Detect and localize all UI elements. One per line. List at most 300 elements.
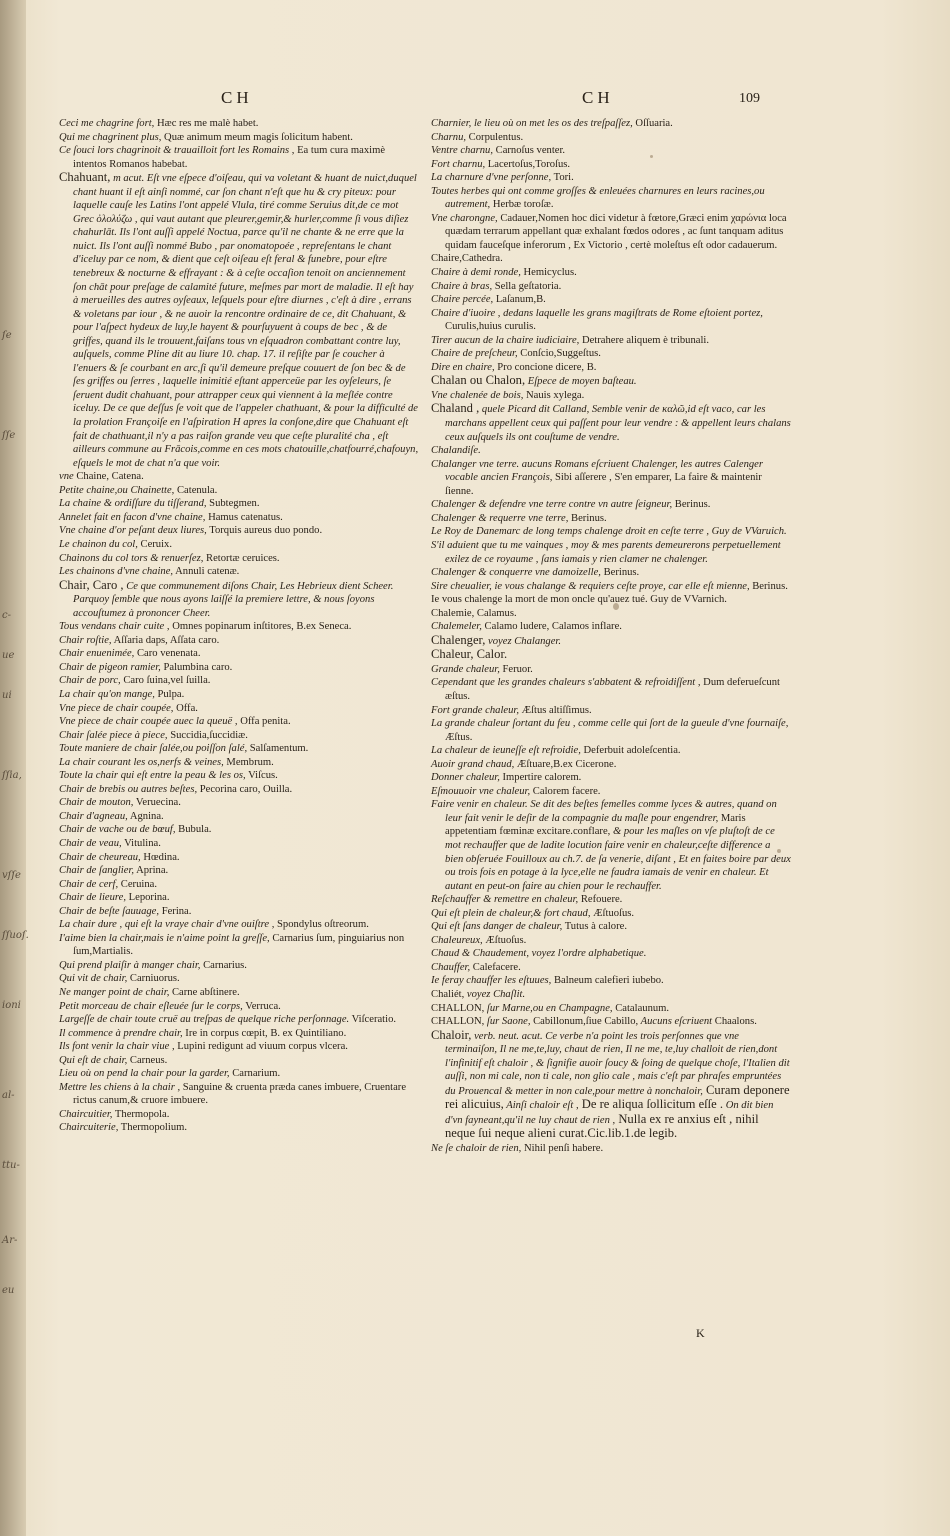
dictionary-entry [59,864,419,878]
right-column [431,117,791,1156]
entry-french-text: ſur Saone, [484,1016,531,1028]
entry-latin-text: Ie vous chalenge la mort de mon oncle qu'auez tué. Guy de VVarnich. [431,594,727,606]
entry-latin-text: Succidia,ſuccidiæ. [167,729,248,741]
dictionary-entry [431,334,791,348]
dictionary-entry [59,470,419,484]
entry-latin-text: Chaliét, [431,989,465,1000]
entry-french-text: Chalanger vne terre. aucuns Romans eſcriuent Chalenger, les autres Calenger vocable ancien François, [431,458,763,484]
entry-french-text: Chair ſalée piece à piece, [59,729,168,741]
entry-latin-text: Æſtuare,B.ex Cicerone. [514,758,617,770]
entry-french-text: Chair roſtie, [59,634,112,646]
entry-latin-text: Carnarium. [229,1068,281,1080]
entry-latin-text: Impertire calorem. [499,772,582,784]
entry-latin-text: Sella geſtatoria. [492,280,562,292]
entry-latin-text: Aſſaria daps, Aſſata caro. [111,634,220,646]
dictionary-entry [59,1027,419,1041]
ink-stain [777,849,781,853]
entry-french-text: Fort grande chaleur, [431,704,519,716]
ink-stain [650,155,653,158]
entry-french-text: Ce ſouci lors chagrinoit & trauailloit fort les Romains [59,145,290,157]
dictionary-entry [431,1002,791,1016]
entry-french-text: Ie feray chauffer les eſtuues, [431,975,552,987]
dictionary-entry [431,1142,791,1156]
dictionary-entry [59,878,419,892]
entry-latin-text: Chaloir, [431,1027,472,1042]
dictionary-entry [59,117,419,131]
dictionary-entry [431,171,791,185]
dictionary-entry [431,648,791,663]
margin-fragment: al- [2,1090,15,1101]
dictionary-entry [431,947,791,961]
entry-latin-text: Omnes popinarum inſtitores, B.ex Seneca. [169,621,352,633]
dictionary-entry [59,810,419,824]
dictionary-entry [431,293,791,307]
entry-french-text: La charnure d'vne perſonne, [431,172,552,184]
dictionary-entry [431,131,791,145]
entry-latin-text: Nauis xylega. [523,389,585,401]
dictionary-entry [431,512,791,526]
entry-latin-text: Tori. [551,172,574,184]
dictionary-entry [59,497,419,511]
dictionary-entry [59,729,419,743]
catchword: K [696,1326,705,1340]
entry-french-text: Lieu où on pend la chair pour la garder, [59,1068,230,1080]
entry-latin-text: Carne abſtinere. [169,987,240,998]
entry-latin-text: Ceruix. [137,538,172,550]
entry-latin-text: De re aliqua ſollicitum eſſe . [578,1097,724,1112]
entry-latin-text: Chaland , [431,401,480,416]
entry-french-text: Chauffer, [431,961,471,973]
entry-french-text: Chainons du col tors & renuerſez, [59,552,204,564]
dictionary-entry [59,1108,419,1122]
entry-latin-text: Aprina. [134,865,169,877]
dictionary-entry [59,715,419,729]
dictionary-entry [431,798,791,893]
entry-french-text: S'il aduient que tu me vainques , moy & mes parents demeurerons perpetuellement exilez de ce royaume , ſans iamais y rien clamer ne chalenger. [431,539,781,565]
entry-french-text: Faire venir en chaleur. Se dit des beſtes femelles comme lyces & autres, quand on leur fait venir le deſir de la compagnie du maſle pour engendrer, [431,799,777,824]
margin-fragment: ui [2,690,12,701]
entry-french-text: Fort charnu, [431,158,486,170]
entry-french-text: voyez Chaſlit. [464,989,526,1000]
dictionary-entry [431,374,791,389]
entry-latin-text: Æſtus. [445,731,473,743]
entry-latin-text: Calorem facere. [530,785,601,797]
entry-latin-text: Vitulina. [121,837,161,849]
dictionary-entry [59,524,419,538]
entry-latin-text: Viſcus. [245,770,278,782]
entry-latin-text: Cabillonum,ſiue Cabillo, [530,1016,639,1028]
margin-fragment: ſſuoſ. [2,930,29,941]
entry-latin-text: Refouere. [578,894,623,906]
dictionary-entry [431,934,791,948]
dictionary-entry [431,117,791,131]
entry-latin-text: Palumbina caro. [160,661,233,673]
entry-latin-text: Chalan ou Chalon, [431,373,526,388]
entry-latin-text: Caro venenata. [134,648,201,660]
entry-latin-text: Carnarius. [200,959,247,971]
entry-french-text: Qui me chagrinent plus [59,131,159,143]
entry-french-text: Le chainon du col, [59,538,138,550]
dictionary-entry [59,552,419,566]
entry-latin-text: Thermopolium. [118,1122,188,1134]
entry-french-text: Chair enuenimée, [59,648,135,660]
entry-french-text: Vne charongne, [431,212,498,224]
entry-french-text: Reſchauffer & remettre en chaleur, [431,894,579,906]
dictionary-entry [59,823,419,837]
running-head-left: CH [221,88,253,107]
entry-french-text: Chaircuitier, [59,1108,113,1120]
entry-latin-text: Berinus. [672,499,711,511]
entry-french-text: Tous vendans chair cuite , [59,621,170,633]
margin-fragment: eu [2,1285,15,1296]
entry-latin-text: Ferina. [159,905,192,917]
running-head-right: CH [582,88,614,107]
entry-french-text: Chair de brebis ou autres beſtes, [59,783,198,795]
entry-latin-text: Agnina. [127,810,164,822]
entry-latin-text: Nulla ex re anxius eſt , nihil neque ſui neque alieni curat.Cic.lib.1.de legib. [445,1111,759,1141]
entry-latin-text: Chaleur, Calor. [431,647,508,662]
dictionary-entry [431,458,791,499]
entry-latin-text: Chaire,Cathedra. [431,253,503,265]
entry-latin-text: Hæc res me malè habet. [154,118,259,129]
entry-latin-text: Æſtus altiſſimus. [518,704,592,716]
entry-french-text: Chair de vache ou de bœuf, [59,824,176,836]
entry-latin-text: Curulis,huius curulis. [445,321,536,333]
entry-latin-text: Detrahere aliquem è tribunali. [579,334,710,346]
entry-latin-text: Ceruina. [118,878,157,890]
entry-french-text: Chair de lieure, [59,892,126,904]
dictionary-entry [59,769,419,783]
entry-french-text: La grande chaleur ſortant du feu , comme celle qui ſort de la gueule d'vne fournaiſe, [431,718,789,730]
entry-latin-text: Membrum. [223,756,274,768]
entry-french-text: Chair de veau, [59,837,122,849]
entry-french-text: Chair de porc, [59,675,121,687]
entry-latin-text: Pro concione dicere, B. [494,361,597,373]
entry-french-text: Les chainons d'vne chaine, [59,566,174,578]
dictionary-entry [59,661,419,675]
dictionary-entry [59,702,419,716]
entry-latin-text: Leporina. [126,892,170,904]
dictionary-entry [431,444,791,458]
entry-french-text: Vne piece de chair coupée auec la queuë , [59,716,238,728]
dictionary-entry [59,972,419,986]
dictionary-entry [431,620,791,634]
entry-french-text: Chair de beſte ſauuage, [59,905,160,917]
entry-french-text: Vne chalenée de bois, [431,389,524,401]
entry-latin-text: Veruecina. [133,797,181,809]
entry-french-text: Chaleureux, [431,934,483,946]
dictionary-entry [431,402,791,444]
dictionary-entry [59,783,419,797]
entry-french-text: Qui eſt plein de chaleur,& fort chaud, [431,907,591,919]
dictionary-entry [431,1029,791,1142]
entry-french-text: Il commence à prendre chair, [59,1027,183,1039]
entry-french-text: Ne manger point de chair, [59,987,170,998]
entry-french-text: Petit morceau de chair eſleuée ſur le corps, [59,1000,243,1012]
entry-french-text: Chalenger & requerre vne terre, [431,512,569,524]
dictionary-entry [431,744,791,758]
entry-latin-text: Cadauer,Nomen hoc dici videtur à fœtore,Græci enim χαρώνια loca quædam terrarum appellant quæ exhalant fœdos odores , ac ſunt tanquam aditus quidam fauceſque inferorum , Ex Victorio , certè moleſtus eſt odor cadauerum. [445,212,787,251]
dictionary-entry [431,607,791,621]
entry-latin-text: Tutus à calore. [562,921,627,933]
dictionary-entry [431,988,791,1002]
entry-latin-text: , Ea tum cura maximè intentos Romanos habebat. [73,145,386,170]
entry-french-text: Largeſſe de chair toute cruë au treſpas de quelque riche perſonnage. [59,1014,350,1026]
entry-latin-text: Lupini redigunt ad viuum corpus vlcera. [174,1041,348,1053]
entry-french-text: La chair courant les os,nerfs & veines, [59,756,224,768]
dictionary-entry [59,579,419,621]
entry-french-text: voyez Chalanger. [485,635,562,647]
dictionary-entry [431,771,791,785]
entry-french-text: Ce que communement diſons Chair, Les Hebrieux dient Scheer. Parquoy ſemble que nous ayons laiſſé la premiere lettre, & nous ſoyons accouſtumez à prononcer Cheer. [73,580,394,619]
dictionary-entry [431,566,791,580]
entry-french-text: Cependant que les grandes chaleurs s'abbatent & refroidiſſent , [431,677,701,689]
entry-latin-text: Retortæ ceruices. [203,552,280,564]
entry-latin-text: Laſanum,B. [493,294,546,306]
entry-french-text: Ne ſe chaloir de rien, [431,1143,522,1155]
margin-fragment: ue [2,650,15,661]
entry-french-text: Dire en chaire, [431,361,495,373]
entry-french-text: Chair de mouton, [59,797,134,809]
entry-french-text: Toute maniere de chair ſalée,ou poiſſon ſalé, [59,743,248,755]
entry-latin-text: Viſceratio. [349,1014,397,1026]
dictionary-entry [431,961,791,975]
dictionary-entry [431,593,791,607]
dictionary-entry [59,144,419,171]
entry-french-text: Charnu, [431,131,467,143]
entry-french-text: m acut. Eſt vne eſpece d'oiſeau, qui va voletant & huant de nuict,duquel chant huant il eſt ainſi nommé, car ſon chant n'eſt que hu & cry piteux: pour laquelle cauſe les Latins l'ont appelé Vlula, tiré comme Seruius dit,de ce mot Grec ὀλολύζω , qui vaut autant que pleurer,gemir,& hurler,comme ſi vous diſiez chahurlāt. Ils l'ont auſſi appelé Noctua, parce qu'il ne chante & ne erre que la nuict. Ils l'ont auſſi nommé Bubo , par onomatopoée , repreſentans le chant d'iceluy par ce nom, & dient que ceſt oiſeau eſt feral & funebre, pour eſtre tenebreux & nocturne & effrayant : & à ceſte occaſion tenoit on anciennement ſon chāt pour preſage de calamité future, meſmes par mort de maladie. Il eſt hay à merueilles des autres oyſeaux, leſquels pour eſtre diurnes , c'eſt à dire , errans & voletans par iour , & ne auoir la rencontre ordinaire de ce, dit Chahuant, & pour l'aſpect hydeux de luy,le hayent & pourſuyuent à coups de bec , & de griffes, quand ils le trouuent,faiſans tous vn eſquadron combattant contre luy, auſquels, comme Pline dit au liure 10. chap. 17. il reſiſte par ſe coucher à l'enuers & ſe courbant en arc,ſi qu'il demeure preſque couuert de ſon bec & de ſes griffes ou ſerres , laquelle inimitié eſtant apperceüe par les oyſeleurs, ſe ſeruent dudit chahuant, pour attrapper ceux qui viennent à la meſlée contre iceluy. De ce que deſſus ſe voit que de l'appeler chathuant, & pour la difficulté de la prolation Françoiſe en l'aſpiration H apres la conſone,dire que Chahuant eſt fait de chathuant,il n'y a pas raiſon grande veu que ceſte pluralité cha , eſt ailleurs commune au Frācois,comme en ces mots chatouille,chatfourré,chafouyn, eſquels le mot de chat n'a que voir. [73,173,419,469]
entry-latin-text: Calamo ludere, Calamos inflare. [481,621,622,633]
entry-french-text: Chaire d'iuoire , dedans laquelle les grans magiſtrats de Rome eſtoient portez, [431,307,763,319]
margin-fragment: ttu- [2,1160,20,1171]
left-column [59,117,419,1135]
dictionary-entry [59,891,419,905]
entry-french-text: verb. neut. acut. Ce verbe n'a point les trois perſonnes que vne terminaiſon, Il ne me,te,luy, chaut de rien, Il ne me, te,luy challoit de rien,dont l'infinitif eſt chaloir , & ſignifie auoir ſoucy & ſoing de quelque choſe, l'Italien dit auſſi, non mi cale, non ti cale, non glio cale , mais c'eſt par phraſes empruntées du Prouencal & metter in non cale,pour mettre à nonchaloir, [445,1030,790,1097]
dictionary-entry [59,756,419,770]
entry-latin-text: Chaalons. [712,1016,757,1028]
entry-latin-text: Carnoſus venter. [492,145,566,157]
entry-french-text: La chaleur de ieuneſſe eſt refroidie, [431,745,581,757]
entry-latin-text: Sibi aſſerere , S'en emparer, La faire & maintenir ſienne. [445,472,762,497]
dictionary-entry [431,907,791,921]
entry-french-text: ſur Marne,ou en Champagne, [484,1002,613,1014]
entry-latin-text: Carneus. [127,1054,168,1066]
dictionary-entry [59,131,419,145]
dictionary-entry [431,212,791,253]
entry-latin-text: , Quæ animum meum magis ſolicitum habent. [158,131,353,143]
entry-french-text: Chalandiſe. [431,445,481,457]
entry-latin-text: Spondylus oſtreorum. [274,919,369,931]
entry-latin-text: Chair, Caro , [59,577,124,592]
margin-fragment: Ar- [2,1235,18,1246]
entry-french-text: Toute la chair qui eſt entre la peau & les os, [59,770,246,782]
entry-french-text: Eſmouuoir vne chaleur, [431,785,531,797]
entry-french-text: Chair de cheureau, [59,851,141,863]
dictionary-entry [59,986,419,1000]
dictionary-entry [59,688,419,702]
dictionary-entry [431,185,791,212]
ink-stain [613,603,619,610]
entry-latin-text: Catenula. [174,484,218,496]
entry-latin-text: Balneum calefieri iubebo. [551,975,664,987]
entry-french-text: & pour les maſles on vſe pluſtoſt de ce mot rechauffer que de ladite locution faire venir en chaleur,ceſte difference a bien obſeruée Fouilloux au ch.7. de ſa venerie, diſant , Et en faites boire par deux ou trois fois en potage à la lyce,elle ne faudra iamais de venir en chaleur. Et autant en peut-on faire au chien pour le rechauffer. [445,826,791,892]
entry-french-text: Qui eſt ſans danger de chaleur, [431,921,563,933]
entry-french-text: Ceci me chagrine fort, [59,118,155,129]
dictionary-entry [59,538,419,552]
dictionary-entry [59,511,419,525]
entry-french-text: Eſpece de moyen baſteau. [525,376,637,388]
entry-french-text: Chaire à bras, [431,280,493,292]
entry-latin-text: Hœdina. [140,851,180,863]
entry-french-text: Petite chaine,ou Chainette, [59,484,175,496]
entry-french-text: Le Roy de Danemarc de long temps chalenge droit en ceſte terre , Guy de VVaruich. [431,526,787,538]
dictionary-entry [59,620,419,634]
dictionary-entry [59,837,419,851]
entry-french-text: Ventre charnu, [431,145,493,157]
entry-french-text: Chalenger & conquerre vne damoizelle, [431,567,601,579]
entry-latin-text: Lacertoſus,Toroſus. [485,158,571,170]
entry-french-text: Chaire percée, [431,294,494,306]
entry-latin-text: Herbæ toroſæ. [490,199,554,211]
entry-french-text: Aucuns eſcriuent [638,1016,713,1028]
entry-latin-text: Corpulentus. [466,131,524,143]
entry-latin-text: Feruor. [499,663,533,675]
dictionary-entry [59,1067,419,1081]
entry-french-text: Vne piece de chair coupée, [59,702,174,714]
entry-latin-text: Thermopola. [112,1108,170,1120]
dictionary-entry [431,252,791,266]
entry-french-text: Sire cheualier, ie vous chalange & requiers ceſte proye, car elle eſt mienne, [431,580,750,592]
entry-latin-text: Berinus. [600,567,640,579]
entry-latin-text: Æſtuoſus. [590,907,635,919]
dictionary-entry [431,498,791,512]
dictionary-entry [59,674,419,688]
dictionary-entry [59,796,419,810]
entry-latin-text: Salſamentum. [247,743,309,755]
dictionary-entry [59,742,419,756]
entry-french-text: Ils font venir la chair viue , [59,1041,175,1053]
entry-french-text: Ainſi chaloir eſt , [503,1100,579,1112]
dictionary-entry [431,158,791,172]
dictionary-entry [431,361,791,375]
entry-french-text: Chaud & Chaudement, voyez l'ordre alphabetique. [431,948,647,960]
dictionary-entry [59,1013,419,1027]
dictionary-entry [59,484,419,498]
entry-latin-text: Nihil penſi habere. [521,1143,604,1155]
entry-french-text: I'aime bien la chair,mais ie n'aime point la greſſe, [59,932,270,944]
dictionary-entry [59,918,419,932]
entry-latin-text: Offa. [173,702,198,714]
entry-latin-text: Torquis aureus duo pondo. [206,525,323,537]
entry-latin-text: Curam deponere rei alicuius, [445,1082,790,1112]
dictionary-entry [431,1015,791,1029]
dictionary-entry [59,1000,419,1014]
entry-latin-text: Æſtuoſus. [482,934,527,946]
entry-latin-text: Annuli catenæ. [173,566,240,578]
entry-latin-text: Berinus. [568,512,607,524]
entry-latin-text: Verruca. [242,1000,281,1012]
entry-french-text: Toutes herbes qui ont comme groſſes & enleuées charnures en leurs racines,ou autrement, [431,185,765,211]
dictionary-entry [431,974,791,988]
dictionary-entry [431,539,791,566]
dictionary-entry [431,580,791,594]
dictionary-entry [59,1054,419,1068]
entry-latin-text: Calefacere. [470,961,521,973]
dictionary-entry [431,663,791,677]
dictionary-entry [59,171,419,470]
entry-french-text: Chalemeler, [431,621,482,633]
page-gutter [0,0,29,1536]
dictionary-entry [431,758,791,772]
entry-french-text: La chair qu'on mange, [59,688,155,700]
entry-latin-text: Hamus catenatus. [205,511,283,523]
dictionary-entry [431,785,791,799]
dictionary-entry [59,1121,419,1135]
entry-french-text: Chalenger & defendre vne terre contre vn autre ſeigneur, [431,499,673,511]
dictionary-entry [59,1081,419,1108]
entry-latin-text: Chahuant, [59,170,111,185]
entry-latin-text: Hemicyclus. [520,267,577,279]
entry-latin-text: Dum deferueſcunt æſtus. [445,677,780,702]
entry-french-text: Auoir grand chaud, [431,758,515,770]
entry-french-text: Chaire à demi ronde, [431,267,521,279]
margin-fragment: ioni [2,1000,21,1011]
dictionary-entry [431,634,791,649]
entry-latin-text: Oſſuaria. [632,118,673,129]
entry-latin-text: Carnarius ſum, pinguiarius non ſum,Martialis. [73,932,405,958]
entry-french-text: Qui vit de chair, [59,973,128,985]
entry-french-text: Chair de pigeon ramier, [59,661,161,673]
entry-french-text: vne [59,471,74,483]
dictionary-entry [431,389,791,403]
margin-fragment: ſſe [2,430,16,441]
entry-french-text: Chair d'agneau, [59,810,128,822]
dictionary-entry [431,525,791,539]
dictionary-entry [431,347,791,361]
margin-fragment: vſſe [2,870,21,881]
entry-french-text: Mettre les chiens à la chair , [59,1081,181,1093]
entry-french-text: Grande chaleur, [431,663,500,675]
dictionary-entry [59,959,419,973]
dictionary-entry [59,1040,419,1054]
entry-french-text: Qui eſt de chair, [59,1054,128,1066]
dictionary-entry [431,307,791,334]
entry-french-text: La chaine & ordiſſure du tiſſerand, [59,498,207,510]
entry-french-text: Qui prend plaiſir à manger chair, [59,959,201,971]
entry-french-text: Charnier, le lieu où on met les os des treſpaſſez, [431,118,633,129]
dictionary-entry [431,266,791,280]
entry-latin-text: Ire in corpus cœpit, B. ex Quintiliano. [182,1027,347,1039]
entry-latin-text: Berinus. [749,580,788,592]
entry-french-text: On dit bien d'vn fayneant,qu'il ne luy chaut de rien , [445,1100,774,1126]
margin-fragment: ſe [2,330,12,341]
dictionary-entry [431,144,791,158]
dictionary-entry [431,920,791,934]
entry-french-text: Tirer aucun de la chaire iudiciaire, [431,334,580,346]
entry-french-text: Vne chaine d'or peſant deux liures, [59,525,207,537]
entry-french-text: La chair dure , qui eſt la vraye chair d'vne ouiſtre , [59,919,275,931]
dictionary-entry [431,676,791,703]
entry-latin-text: Sanguine & cruenta præda canes imbuere, Cruentare rictus canum,& cruore imbuere. [73,1081,407,1107]
dictionary-entry [431,893,791,907]
entry-french-text: Chaire de preſcheur, [431,348,518,360]
entry-latin-text: Offa penita. [237,716,291,728]
entry-latin-text: Deferbuit adoleſcentia. [580,745,681,757]
margin-fragment: c- [2,610,11,621]
margin-fragment: ſſia, [2,770,22,781]
entry-latin-text: Subtegmen. [206,498,260,510]
dictionary-entry [59,905,419,919]
